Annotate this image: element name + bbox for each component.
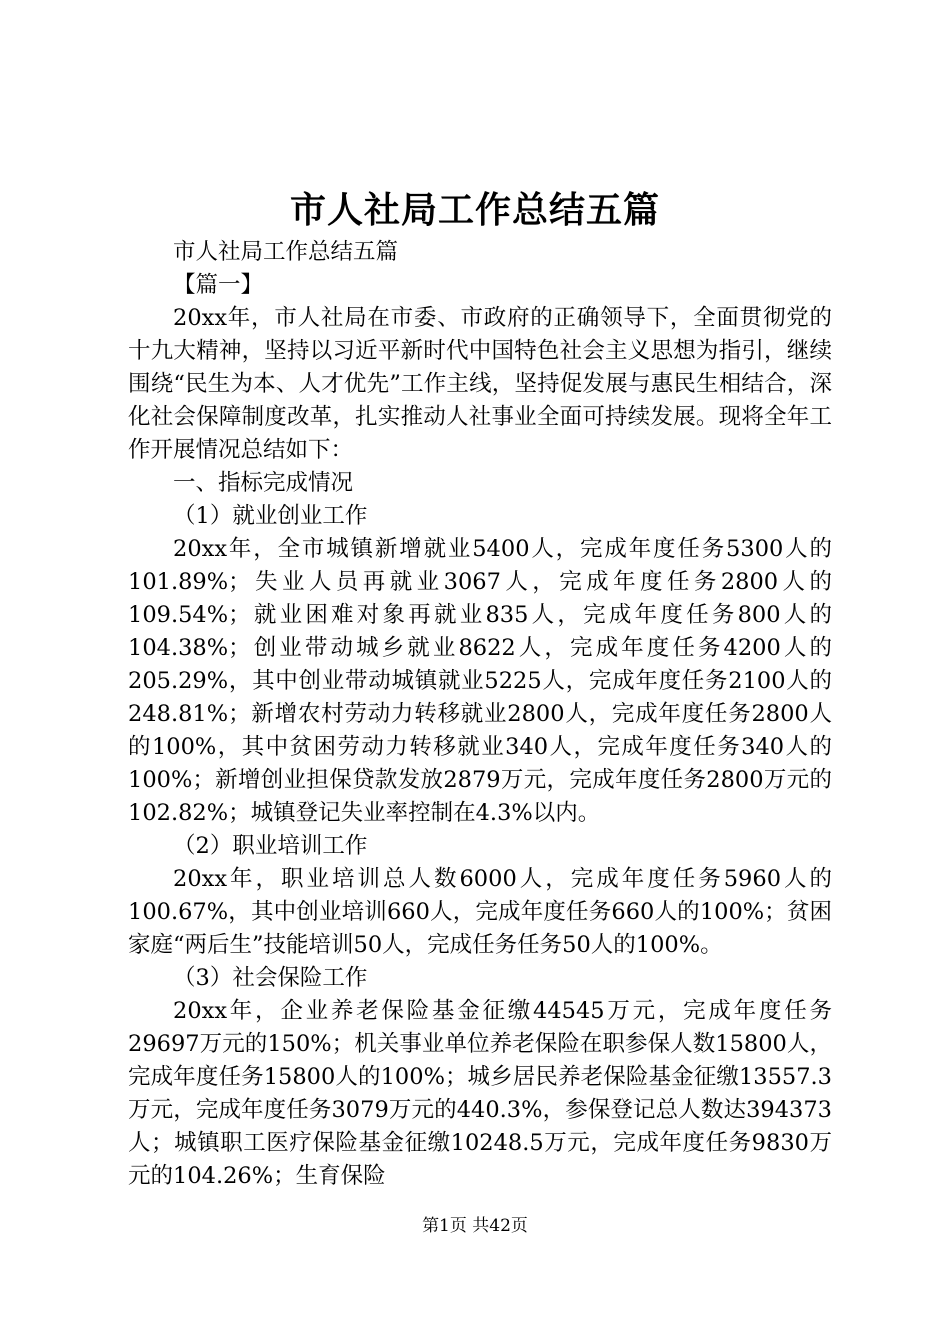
document-title: 市人社局工作总结五篇 — [289, 189, 660, 231]
heading-indicators: 一、指标完成情况 — [173, 470, 354, 496]
document-body — [128, 236, 832, 1193]
social-insurance-paragraph: 20xx年，企业养老保险基金征缴44545万元，完成年度任务29697万元的150%；机关事业单位养老保险在职参保人数15800人，完成年度任务15800人的100%；城乡居民养老保险基金征缴13557.3万元，完成年度任务3079万元的440.3%，参保登记总人数达394373人；城镇职工医疗保险基金征缴10248.5万元，完成年度任务9830万元的104.26%；生育保险 — [128, 998, 832, 1189]
training-paragraph: 20xx年，职业培训总人数6000人，完成年度任务5960人的100.67%，其中创业培训660人，完成年度任务660人的100%；贫困家庭“两后生”技能培训50人，完成任务任务50人的100%。 — [128, 866, 832, 958]
subheading-social-insurance: （3）社会保险工作 — [173, 965, 368, 991]
page-footer: 第1页 共42页 — [422, 1216, 528, 1236]
subtitle-paragraph: 市人社局工作总结五篇 — [173, 239, 399, 265]
subheading-employment: （1）就业创业工作 — [173, 503, 368, 529]
subheading-training: （2）职业培训工作 — [173, 833, 368, 859]
employment-paragraph: 20xx年，全市城镇新增就业5400人，完成年度任务5300人的101.89%；失业人员再就业3067人，完成年度任务2800人的109.54%；就业困难对象再就业835人，完成年度任务800人的104.38%；创业带动城乡就业8622人，完成年度任务4200人的205.29%，其中创业带动城镇就业5225人，完成年度任务2100人的248.81%；新增农村劳动力转移就业2800人，完成年度任务2800人的100%，其中贫困劳动力转移就业340人，完成年度任务340人的100%；新增创业担保贷款发放2879万元，完成年度任务2800万元的102.82%；城镇登记失业率控制在4.3%以内。 — [128, 536, 832, 826]
section-label: 【篇一】 — [173, 272, 264, 298]
intro-paragraph: 20xx年，市人社局在市委、市政府的正确领导下，全面贯彻党的十九大精神，坚持以习近平新时代中国特色社会主义思想为指引，继续围绕“民生为本、人才优先”工作主线，坚持促发展与惠民生相结合，深化社会保障制度改革，扎实推动人社事业全面可持续发展。现将全年工作开展情况总结如下： — [128, 305, 832, 463]
